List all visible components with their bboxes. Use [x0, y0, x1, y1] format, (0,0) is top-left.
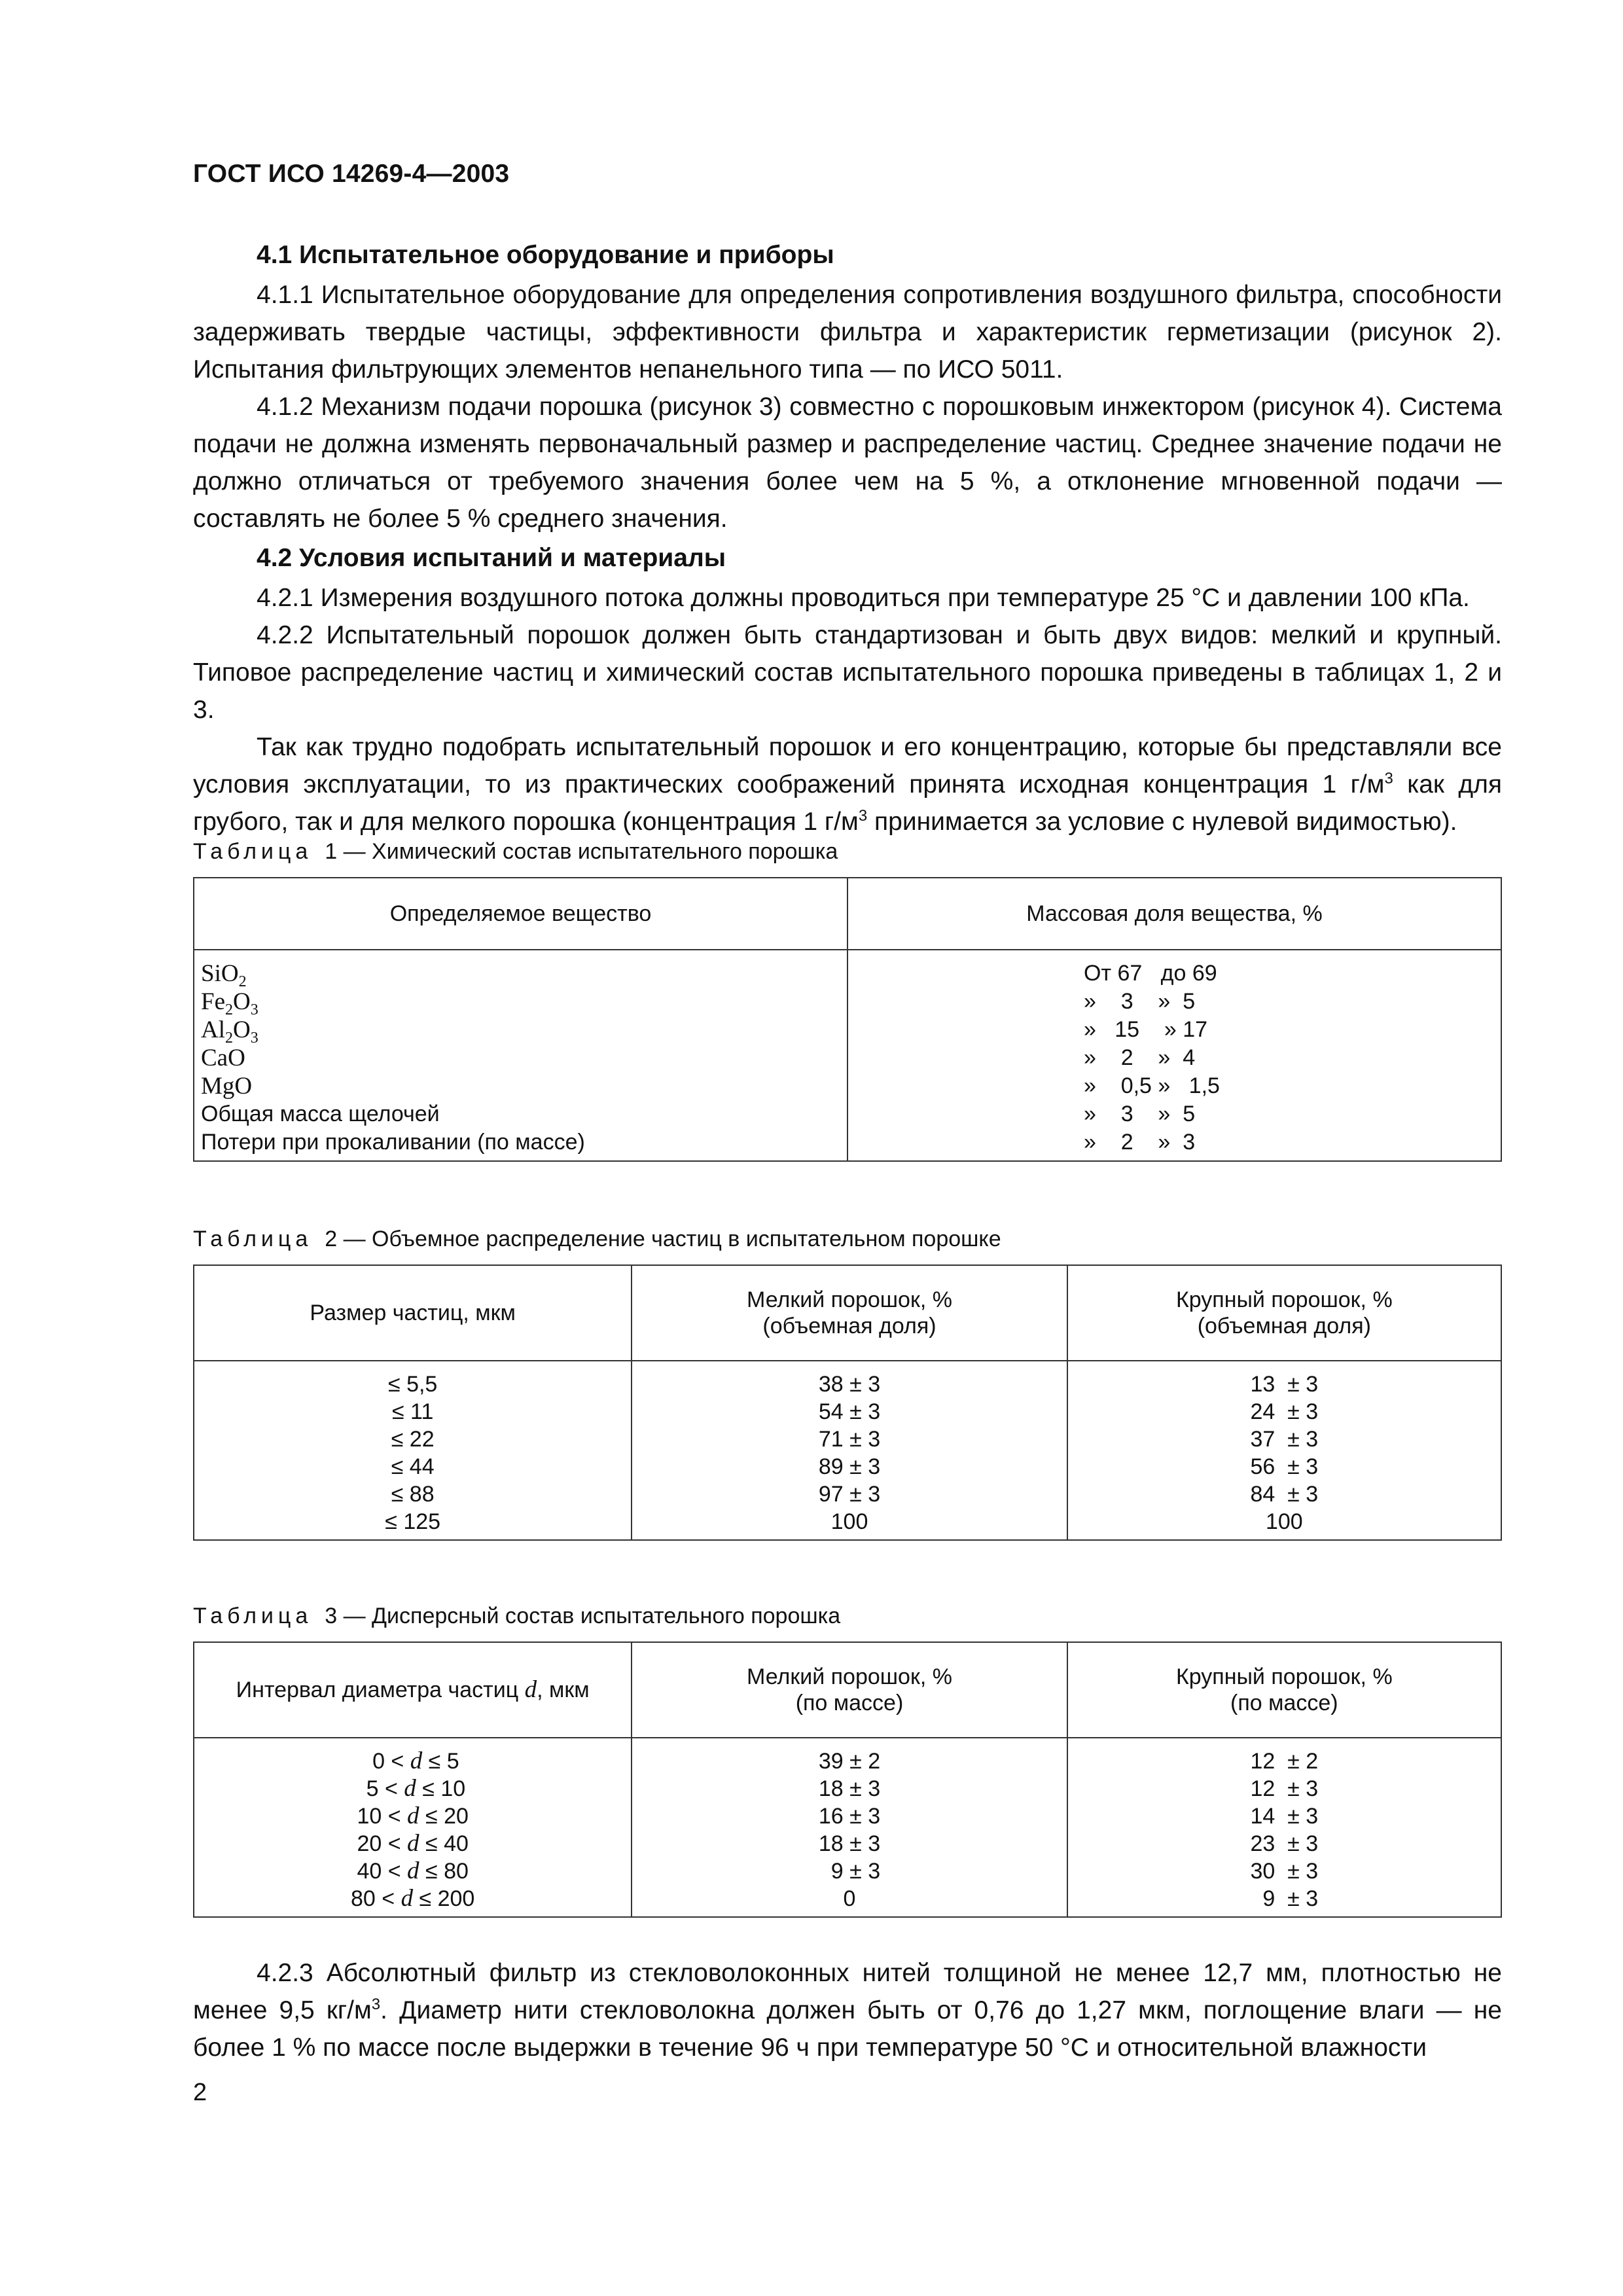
size-list	[201, 1371, 624, 1535]
table-1-mass-column	[847, 950, 1501, 1161]
header-line: (объемная доля)	[1197, 1314, 1371, 1338]
table-2-header-coarse	[1067, 1265, 1501, 1361]
particle-size: ≤ 125	[385, 1509, 441, 1534]
table-3-header-interval	[194, 1642, 632, 1738]
interval-value	[201, 1803, 624, 1830]
coarse-list	[1075, 1371, 1494, 1535]
fine-value: 100	[830, 1509, 868, 1534]
particle-size: ≤ 5,5	[387, 1372, 438, 1397]
fine-value: 38 ± 3	[818, 1372, 881, 1397]
heading-4-2: 4.2 Условия испытаний и материалы	[257, 544, 726, 572]
fine-value: 16 ± 3	[818, 1804, 881, 1829]
fine-value: 18 ± 3	[818, 1831, 881, 1856]
formula-part: O	[233, 988, 251, 1015]
coarse-value: 24 ± 3	[1250, 1399, 1319, 1424]
page-number: 2	[193, 2079, 207, 2106]
formula-subscript: 3	[250, 1001, 259, 1018]
table-caption-word: Таблица	[193, 1227, 313, 1251]
table-3-fine-column	[632, 1738, 1067, 1917]
heading-4-1: 4.1 Испытательное оборудование и приборы	[257, 241, 834, 269]
interval-high: ≤ 5	[422, 1749, 459, 1774]
table-caption-title: 1 — Химический состав испытательного порошка	[325, 839, 838, 864]
section-4-2-3	[193, 1954, 1502, 2066]
particle-size: ≤ 11	[391, 1399, 434, 1424]
header-line: (по массе)	[1230, 1691, 1338, 1715]
mass-value-list	[1084, 960, 1494, 1157]
interval-low: 5 <	[360, 1776, 404, 1801]
paragraph-concentration	[193, 728, 1502, 840]
substance-alkali: Общая масса щелочей	[201, 1102, 440, 1126]
paragraph-4-2-3-text-b: . Диаметр нити стекловолокна должен быть от 0,76 до 1,27 мкм, поглощение влаги — не более 1 % по массе после выдержки в течение 96 ч при температуре 50 °С и относительной влажности	[193, 1996, 1503, 2062]
superscript-3: 3	[1384, 770, 1393, 787]
interval-low: 10 <	[357, 1804, 408, 1829]
paragraph-4-2-2: 4.2.2 Испытательный порошок должен быть стандартизован и быть двух видов: мелкий и крупный. Типовое распределение частиц и химический состав испытательного порошка приведены в таблицах 1, 2 и 3.	[193, 621, 1502, 724]
table-caption-title: 2 — Объемное распределение частиц в испытательном порошке	[325, 1227, 1001, 1251]
concentration-text-a: Так как трудно подобрать испытательный порошок и его концентрацию, которые бы представляли все условия эксплуатации, то из практических соображений принята исходная концентрация 1 г/м	[193, 733, 1502, 798]
table-1-header-mass: Массовая доля вещества, %	[847, 878, 1501, 950]
header-line: (объемная доля)	[762, 1314, 936, 1338]
table-caption-title: 3 — Дисперсный состав испытательного порошка	[325, 1604, 841, 1628]
interval-value	[201, 1830, 624, 1857]
paragraph-4-2-1: 4.2.1 Измерения воздушного потока должны проводиться при температуре 25 °С и давлении 100 кПа.	[257, 584, 1470, 612]
mass-value: » 15 » 17	[1084, 1017, 1208, 1042]
table-1-caption	[193, 839, 838, 865]
mass-value: » 3 » 5	[1084, 1102, 1196, 1126]
substance-list	[201, 960, 840, 1100]
paragraph-4-1-2: 4.1.2 Механизм подачи порошка (рисунок 3) совместно с порошковым инжектором (рисунок 4). Система подачи не должна изменять первоначальный размер и распределение частиц. Среднее значение подачи не должно отличаться от требуемого значения более чем на 5 %, а отклонение мгновенной подачи — составлять не более 5 % среднего значения.	[193, 393, 1502, 533]
mass-value: От 67 до 69	[1084, 961, 1217, 986]
superscript-3: 3	[858, 807, 868, 825]
substance-formula	[201, 988, 840, 1016]
table-2-coarse-column	[1067, 1361, 1501, 1540]
paragraph-4-2-3	[193, 1954, 1502, 2066]
coarse-value: 14 ± 3	[1250, 1804, 1319, 1829]
substance-formula	[201, 1016, 840, 1047]
fine-value: 0	[843, 1886, 856, 1911]
substance-formula	[201, 960, 840, 988]
fine-value: 18 ± 3	[818, 1776, 881, 1801]
interval-value	[201, 1885, 624, 1912]
substance-ignition-loss: Потери при прокаливании (по массе)	[201, 1130, 585, 1155]
particle-size: ≤ 88	[391, 1482, 435, 1507]
table-2-header-fine	[632, 1265, 1067, 1361]
fine-value: 9 ± 3	[818, 1859, 881, 1884]
formula-subscript: 3	[250, 1030, 259, 1047]
interval-value	[201, 1748, 624, 1775]
coarse-value: 9 ± 3	[1250, 1886, 1319, 1911]
mass-value: » 2 » 3	[1084, 1130, 1196, 1155]
superscript-3: 3	[371, 1996, 381, 2013]
coarse-value: 56 ± 3	[1250, 1454, 1319, 1479]
document-code-header: ГОСТ ИСО 14269-4—2003	[193, 160, 510, 188]
interval-high: ≤ 80	[419, 1859, 469, 1884]
coarse-value: 12 ± 2	[1250, 1749, 1319, 1774]
substance-formula	[201, 1072, 840, 1100]
formula-subscript: 2	[225, 1001, 233, 1018]
formula-part: CaO	[201, 1045, 245, 1071]
coarse-value: 37 ± 3	[1250, 1427, 1319, 1452]
table-2	[193, 1265, 1502, 1541]
formula-part: O	[233, 1016, 251, 1043]
header-line: Крупный порошок, %	[1175, 1287, 1393, 1312]
table-caption-word: Таблица	[193, 1604, 313, 1628]
formula-part: Al	[201, 1016, 225, 1043]
paragraph-4-1-1: 4.1.1 Испытательное оборудование для определения сопротивления воздушного фильтра, способности задерживать твердые частицы, эффективности фильтра и характеристик герметизации (рисунок 2). Испытания фильтрующих элементов непанельного типа — по ИСО 5011.	[193, 281, 1502, 384]
table-3-header-fine	[632, 1642, 1067, 1738]
interval-high: ≤ 200	[413, 1886, 475, 1911]
fine-value: 97 ± 3	[818, 1482, 881, 1507]
formula-subscript: 2	[238, 973, 247, 990]
fine-list	[639, 1371, 1060, 1535]
fine-value: 71 ± 3	[818, 1427, 881, 1452]
substance-formula	[201, 1044, 840, 1072]
table-2-header-size: Размер частиц, мкм	[194, 1265, 632, 1361]
coarse-list	[1075, 1748, 1494, 1912]
coarse-value: 84 ± 3	[1250, 1482, 1319, 1507]
header-line: Мелкий порошок, %	[747, 1287, 952, 1312]
interval-high: ≤ 40	[419, 1831, 469, 1856]
table-3	[193, 1641, 1502, 1918]
coarse-value: 30 ± 3	[1250, 1859, 1319, 1884]
particle-size: ≤ 44	[391, 1454, 435, 1479]
table-1-header-substance: Определяемое вещество	[194, 878, 847, 950]
table-3-caption	[193, 1604, 840, 1629]
section-4-1	[193, 236, 1502, 840]
coarse-value: 12 ± 3	[1250, 1776, 1319, 1801]
table-3-coarse-column	[1067, 1738, 1501, 1917]
table-1	[193, 877, 1502, 1162]
interval-low: 0 <	[366, 1749, 410, 1774]
formula-part: Fe	[201, 988, 225, 1015]
variable-d: d	[410, 1748, 423, 1774]
variable-d: d	[524, 1676, 537, 1703]
interval-value	[201, 1775, 624, 1803]
variable-d: d	[404, 1775, 416, 1802]
coarse-value: 13 ± 3	[1250, 1372, 1319, 1397]
interval-high: ≤ 20	[419, 1804, 469, 1829]
table-3-interval-column	[194, 1738, 632, 1917]
variable-d: d	[407, 1803, 419, 1829]
mass-value: » 3 » 5	[1084, 989, 1196, 1014]
paragraph-4-2-3-text-a: 4.2.3 Абсолютный фильтр из стекловолоконных нитей толщиной не менее 12,7 мм, плотностью не менее 9,5 кг/м	[193, 1959, 1502, 2024]
header-text: Интервал диаметра частиц	[236, 1677, 519, 1702]
concentration-text-c: принимается за условие с нулевой видимостью).	[867, 808, 1457, 836]
coarse-value: 23 ± 3	[1250, 1831, 1319, 1856]
concentration-text-b: как для грубого, так и для мелкого порошка (концентрация 1 г/м	[193, 770, 1502, 836]
mass-value: » 0,5 » 1,5	[1084, 1073, 1220, 1098]
fine-value: 39 ± 2	[818, 1749, 881, 1774]
table-2-size-column	[194, 1361, 632, 1540]
mass-value: » 2 » 4	[1084, 1045, 1196, 1070]
fine-value: 54 ± 3	[818, 1399, 881, 1424]
header-line: Крупный порошок, %	[1175, 1664, 1393, 1689]
coarse-value: 100	[1265, 1509, 1303, 1534]
table-2-caption	[193, 1227, 1001, 1252]
particle-size: ≤ 22	[391, 1427, 435, 1452]
formula-subscript: 2	[225, 1030, 233, 1047]
interval-low: 80 <	[350, 1886, 401, 1911]
interval-low: 40 <	[357, 1859, 408, 1884]
fine-value: 89 ± 3	[818, 1454, 881, 1479]
variable-d: d	[407, 1830, 419, 1857]
formula-part: SiO	[201, 960, 239, 987]
header-unit: , мкм	[537, 1677, 590, 1702]
header-line: Мелкий порошок, %	[747, 1664, 952, 1689]
interval-low: 20 <	[357, 1831, 408, 1856]
formula-part: MgO	[201, 1073, 253, 1100]
variable-d: d	[407, 1857, 419, 1884]
header-line: (по массе)	[795, 1691, 904, 1715]
fine-list	[639, 1748, 1060, 1912]
table-2-fine-column	[632, 1361, 1067, 1540]
interval-high: ≤ 10	[416, 1776, 466, 1801]
interval-value	[201, 1857, 624, 1885]
table-caption-word: Таблица	[193, 839, 313, 864]
variable-d: d	[401, 1885, 414, 1912]
table-3-header-coarse	[1067, 1642, 1501, 1738]
interval-list	[201, 1748, 624, 1912]
table-1-substance-column	[194, 950, 847, 1161]
